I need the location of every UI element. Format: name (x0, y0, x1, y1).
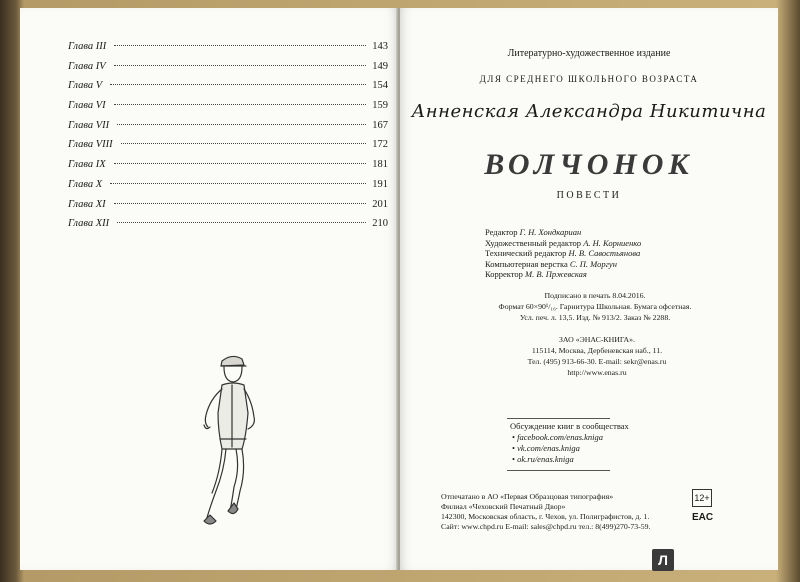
printer-line: Отпечатано в АО «Первая Образцовая типография» (441, 492, 614, 501)
toc-row (68, 100, 388, 120)
toc-chapter-title: Глава III (68, 41, 107, 52)
toc-page-number: 167 (372, 119, 388, 131)
social-link-ok: • ok.ru/enas.kniga (510, 454, 629, 465)
social-link-facebook: • facebook.com/enas.kniga (510, 432, 629, 443)
toc-chapter-title: Глава XI (68, 198, 106, 210)
publisher-line: 115114, Москва, Дербеневская наб., 11. (531, 346, 663, 355)
toc-chapter-title: Глава X (68, 178, 103, 190)
printer-line: Филиал «Чеховский Печатный Двор» (441, 502, 566, 511)
age-rating-badge: 12+ (692, 489, 712, 507)
eac-mark-icon: EAC (692, 512, 714, 523)
site-logo-icon: Л (652, 549, 674, 571)
age-group-label: ДЛЯ СРЕДНЕГО ШКОЛЬНОГО ВОЗРАСТА (479, 74, 699, 84)
toc-leader-dots (114, 104, 367, 105)
divider-bottom (507, 470, 610, 471)
toc-page-number: 159 (372, 100, 388, 112)
left-page (20, 8, 398, 570)
toc-page-number: 210 (372, 218, 388, 230)
toc-leader-dots (110, 183, 366, 184)
toc-chapter-title: Глава VIII (68, 139, 113, 151)
print-line: Усл. печ. л. 13,5. Изд. № 913/2. Заказ № 2288. (519, 313, 671, 322)
credit-line: Компьютерная верстка С. П. Моргун (485, 258, 617, 269)
toc-row (68, 199, 388, 219)
toc-chapter-title: Глава VII (68, 119, 110, 131)
social-title: Обсуждение книг в сообществах (510, 421, 629, 431)
toc-chapter-title: Глава IV (68, 60, 106, 72)
social-link-vk: • vk.com/enas.kniga (510, 443, 629, 454)
toc-row (68, 80, 388, 100)
toc-row (68, 159, 388, 179)
editorial-credits (485, 227, 641, 280)
genre-label: Литературно-художественное издание (507, 48, 671, 59)
toc-leader-dots (117, 124, 366, 125)
toc-page-number: 154 (372, 80, 388, 92)
toc-row (68, 179, 388, 199)
social-block (510, 421, 629, 465)
toc-page-number: 149 (372, 60, 388, 72)
toc-leader-dots (117, 222, 366, 223)
toc-page-number: 191 (372, 178, 388, 190)
publisher-line: Тел. (495) 913-66-30. E-mail: sekr@enas.ru (527, 357, 667, 366)
toc-chapter-title: Глава V (68, 80, 103, 92)
credit-line: Художественный редактор А. Н. Корниенко (485, 237, 642, 248)
toc-chapter-title: Глава IX (68, 159, 106, 171)
printer-line: 142300, Московская область, г. Чехов, ул. Полиграфистов, д. 1. (441, 512, 650, 521)
table-of-contents (68, 41, 388, 238)
toc-leader-dots (121, 143, 367, 144)
publisher-line: http://www.enas.ru (567, 368, 627, 377)
toc-page-number: 201 (372, 198, 388, 210)
toc-leader-dots (114, 45, 366, 46)
toc-row (68, 120, 388, 140)
publisher-info (482, 334, 712, 378)
toc-row (68, 218, 388, 238)
toc-leader-dots (114, 163, 367, 164)
toc-leader-dots (114, 203, 367, 204)
running-boy-illustration (188, 351, 278, 536)
author-name: Анненская Александра Никитична (411, 101, 767, 122)
publisher-line: ЗАО «ЭНАС-КНИГА». (558, 335, 636, 344)
credit-line: Технический редактор Н. В. Савостьянова (485, 248, 641, 259)
printer-line: Сайт: www.chpd.ru E-mail: sales@chpd.ru тел.: 8(499)270-73-59. (441, 522, 651, 531)
right-page (400, 8, 778, 570)
book-subtitle: ПОВЕСТИ (556, 190, 622, 201)
toc-page-number: 172 (372, 139, 388, 151)
toc-row (68, 41, 388, 61)
toc-chapter-title: Глава XII (68, 218, 110, 230)
print-line: Подписано в печать 8.04.2016. (544, 291, 646, 300)
toc-leader-dots (114, 65, 367, 66)
divider-top (507, 418, 610, 419)
toc-page-number: 143 (372, 41, 388, 52)
toc-page-number: 181 (372, 159, 388, 171)
toc-chapter-title: Глава VI (68, 100, 106, 112)
print-info (455, 290, 735, 323)
credit-line: Корректор М. В. Пржевская (485, 269, 587, 280)
toc-row (68, 61, 388, 81)
toc-row (68, 139, 388, 159)
credit-line: Редактор Г. Н. Хондкариан (485, 227, 582, 237)
print-line: Формат 60×90¹/₁₆. Гарнитура Школьная. Бумага офсетная. (498, 302, 692, 311)
toc-leader-dots (110, 84, 366, 85)
book-title: ВОЛЧОНОК (484, 148, 694, 181)
